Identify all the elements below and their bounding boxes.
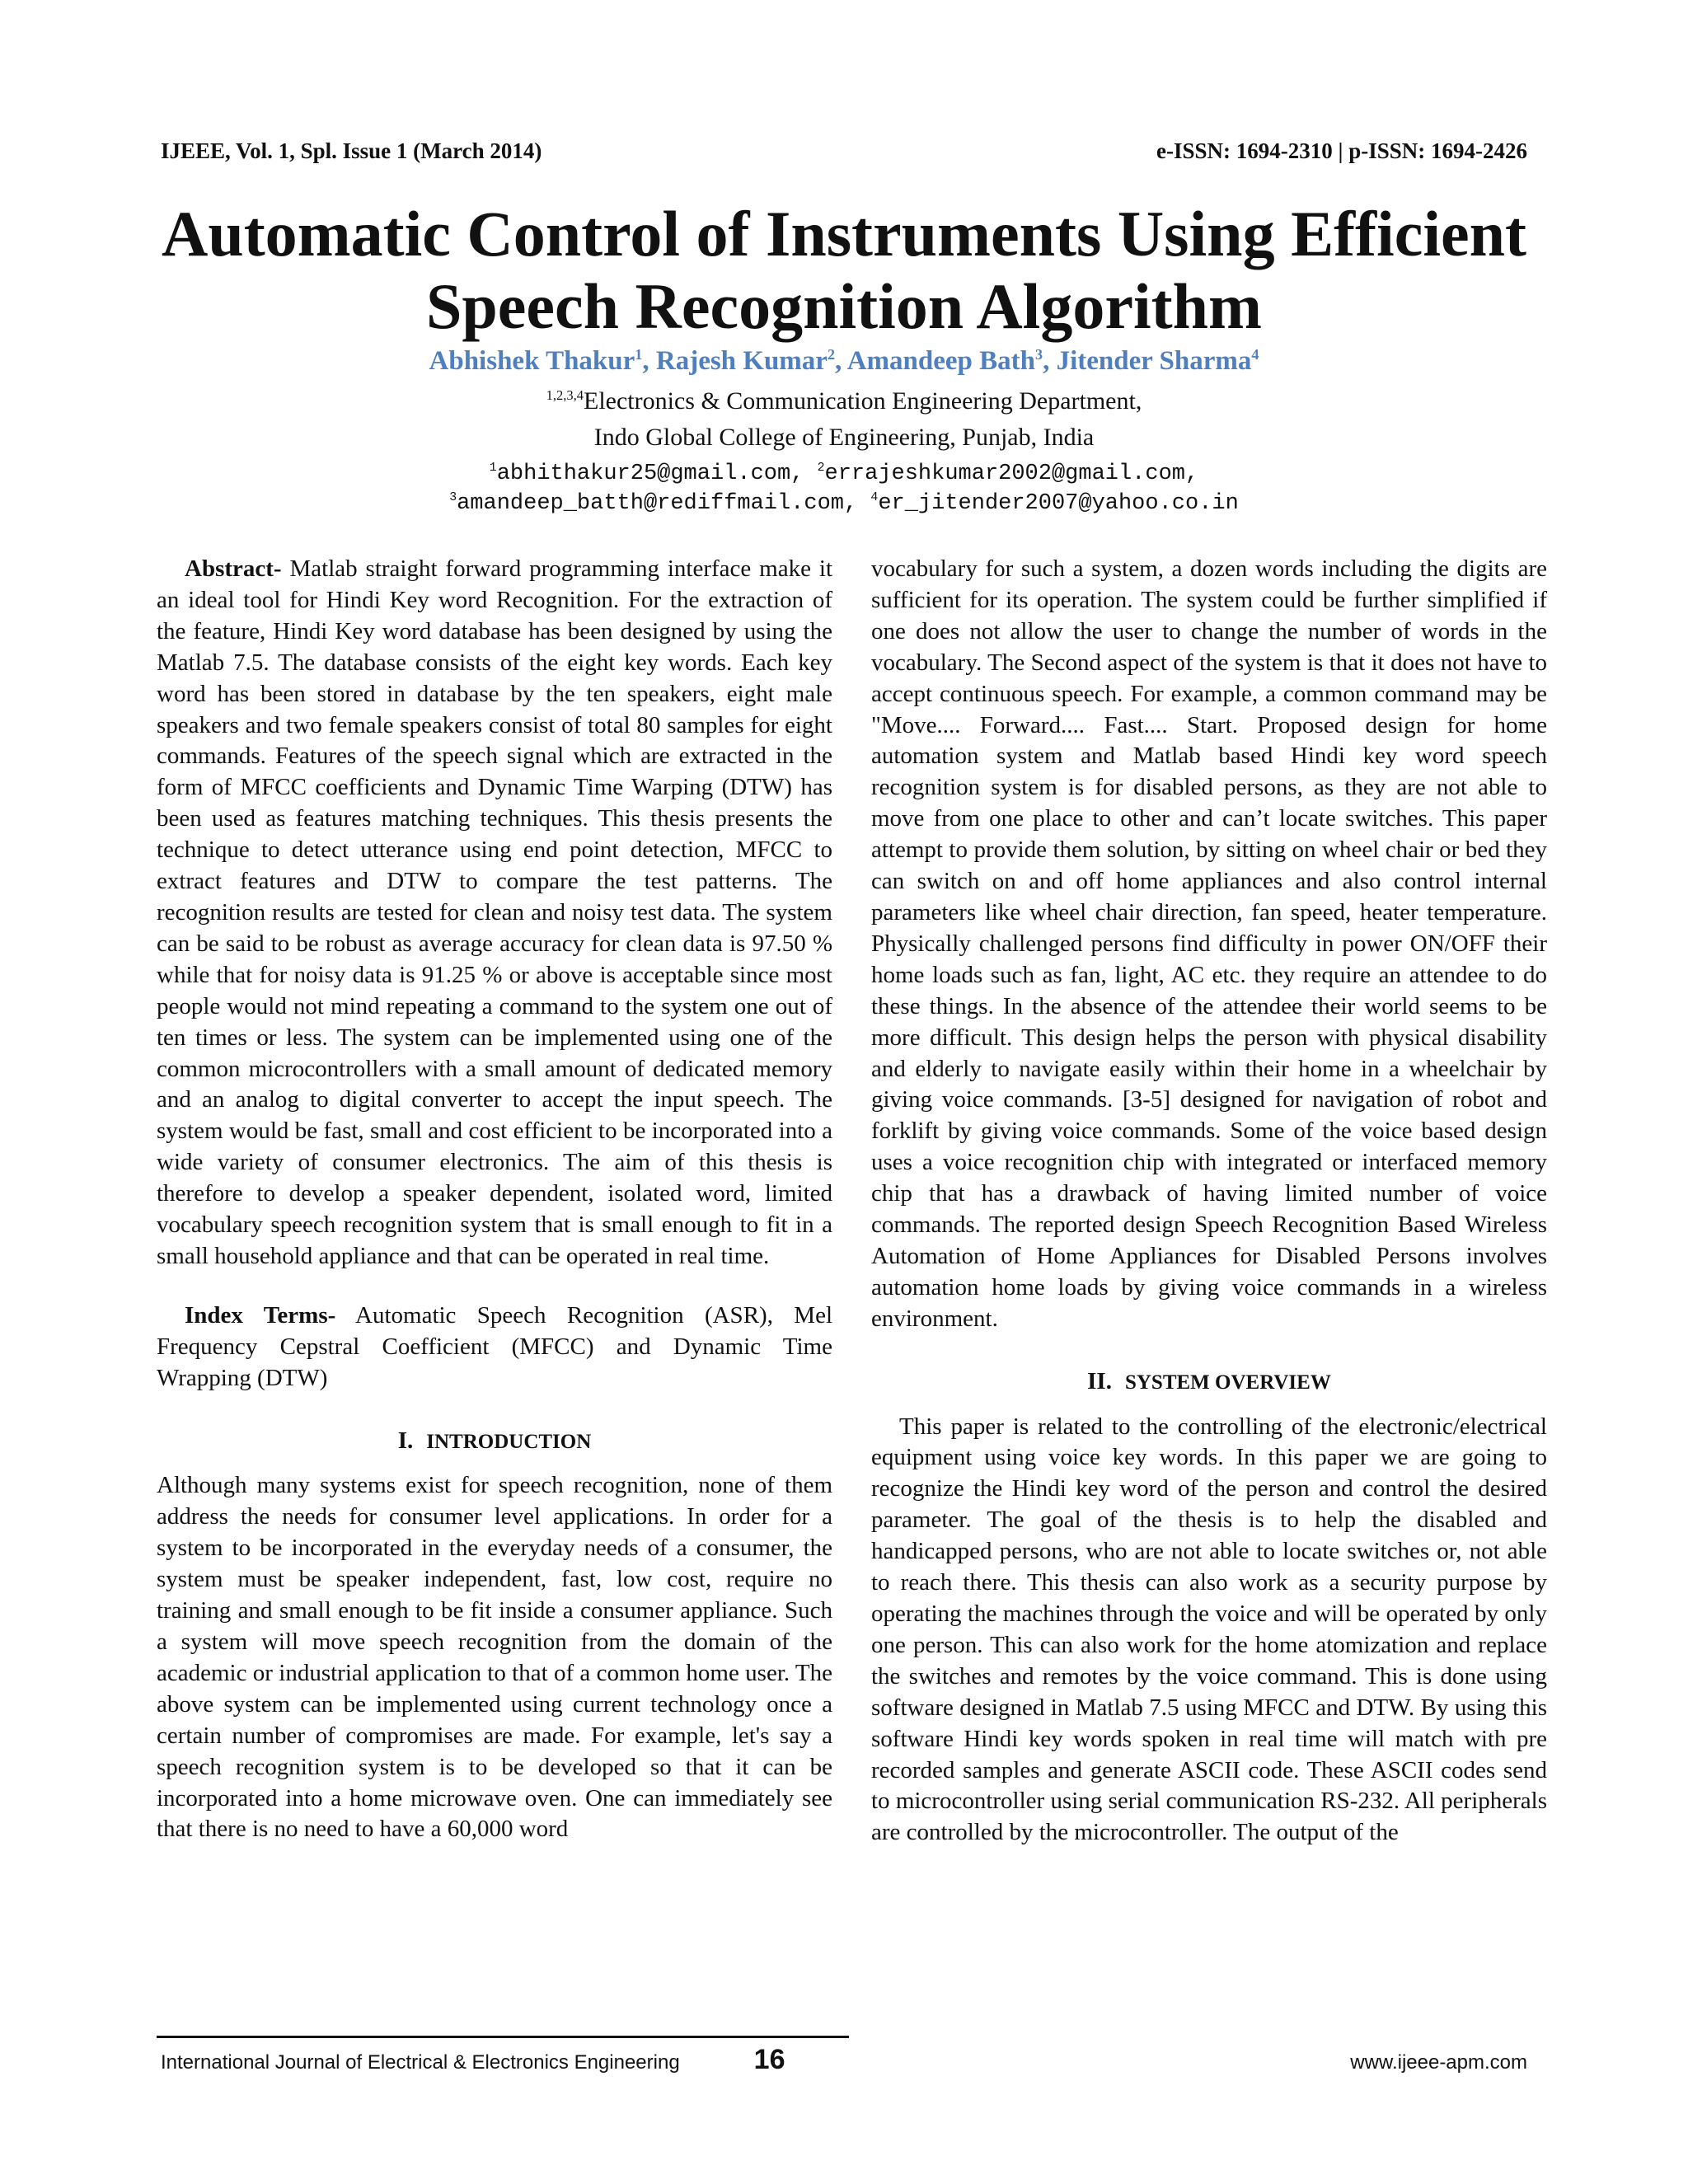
author-name: Amandeep Bath	[846, 346, 1035, 376]
section-title: SYSTEM OVERVIEW	[1124, 1371, 1331, 1394]
footer-journal: International Journal of Electrical & Electronics Engineering	[161, 2051, 680, 2074]
author-list: Abhishek Thakur$^1$, Rajesh Kumar$^2$, Amandeep Bath$^3$, Jitender Sharma$^4$	[429, 346, 1259, 376]
author-name: Rajesh Kumar	[655, 346, 828, 376]
author-sup: 4	[1251, 346, 1259, 363]
abstract	[157, 554, 832, 1272]
email-sup: 3	[449, 491, 457, 504]
issn: e-ISSN: 1694-2310 | p-ISSN: 1694-2426	[1156, 138, 1527, 163]
page-number: 16	[753, 2044, 785, 2075]
right-column	[871, 554, 1547, 1849]
email-sup: 2	[817, 462, 825, 475]
footer-website: www.ijeee-apm.com	[1350, 2051, 1527, 2074]
footer-rule	[157, 2036, 849, 2038]
title-line-2: Speech Recognition Algorithm	[426, 270, 1262, 342]
email-address: abhithakur25@gmail.com,	[496, 462, 804, 486]
author-name: Jitender Sharma	[1056, 346, 1252, 376]
paper-title	[124, 198, 1564, 343]
introduction-text: Although many systems exist for speech recognition, none of them address the needs for consumer level applications. In order for a system to be incorporated in the everyday needs of a consumer, the system must be speaker independent, fast, low cost, require no training and small enough to be fit inside a consumer appliance. Such a system will move speech recognition from the domain of the academic or industrial application to that of a common home user. The above system can be implemented using current technology once a certain number of compromises are made. For example, let's say a speech recognition system is to be developed so that it can be incorporated into a home microwave oven. One can immediately see that there is no need to have a 60,000 word	[157, 1472, 832, 1843]
email-address: amandeep_batth@rediffmail.com,	[457, 491, 858, 516]
email-line-2	[124, 491, 1564, 516]
abstract-label: Abstract-	[185, 555, 282, 582]
affiliation-line-1	[124, 387, 1564, 415]
section-number: II.	[1087, 1367, 1112, 1394]
introduction-continuation: vocabulary for such a system, a dozen words including the digits are sufficient for its operation. The system could be further simplified if one does not allow the user to change the number of words in the vocabulary. The Second aspect of the system is that it does not have to accept continuous speech. For example, a common command may be "Move.... Forward.... Fast.... Start. Proposed design for home automation system and Matlab based Hindi key word speech recognition system is for disabled persons, as they are not able to move from one place to other and can’t locate switches. This paper attempt to provide them solution, by sitting on wheel chair or bed they can switch on and off home appliances and also control internal parameters like wheel chair direction, fan speed, heater temperature. Physically challenged persons find difficulty in power ON/OFF their home loads such as fan, light, AC etc. they require an attendee to do these things. In the absence of the attendee their world seems to be more difficult. This design helps the person with physical disability and elderly to navigate easily within their home in a wheelchair by giving voice commands. [3-5] designed for navigation of robot and forklift by giving voice commands. Some of the voice based design uses a voice recognition chip with integrated or interfaced memory chip that has a drawback of having limited number of voice commands. The reported design Speech Recognition Based Wireless Automation of Home Appliances for Disabled Persons involves automation home loads by giving voice commands in a wireless environment.	[871, 555, 1547, 1332]
system-overview-text: This paper is related to the controlling of the electronic/electrical equipment using voice key words. In this paper we are going to recognize the Hindi key word of the person and control the desired parameter. The goal of the thesis is to help the disabled and handicapped persons, who are not able to locate switches or, not able to reach there. This thesis can also work as a security purpose by operating the machines through the voice and will be operated by only one person. This can also work for the home atomization and replace the switches and remotes by the voice command. This is done using software designed in Matlab 7.5 using MFCC and DTW. By using this software Hindi key words spoken in real time will match with pre recorded samples and generate ASCII code. These ASCII codes send to microcontroller using serial communication RS-232. All peripherals are controlled by the microcontroller. The output of the	[871, 1413, 1547, 1846]
author-sup: 1	[635, 346, 643, 363]
index-terms	[157, 1301, 832, 1394]
email-address: er_jitender2007@yahoo.co.in	[878, 491, 1239, 516]
author-sup: 2	[827, 346, 836, 363]
email-sup: 4	[870, 491, 879, 504]
title-line-1: Automatic Control of Instruments Using Efficient	[162, 198, 1526, 269]
running-header	[161, 138, 1527, 164]
email-address: errajeshkumar2002@gmail.com,	[824, 462, 1199, 486]
author-name: Abhishek Thakur	[429, 346, 635, 376]
journal-issue: IJEEE, Vol. 1, Spl. Issue 1 (March 2014)	[161, 138, 542, 163]
left-column	[157, 554, 832, 1845]
affiliation-department: Electronics & Communication Engineering Department,	[584, 387, 1142, 415]
affiliation-sup: 1,2,3,4	[546, 387, 584, 403]
section-title: INTRODUCTION	[426, 1430, 592, 1453]
email-line-1	[124, 462, 1564, 486]
section-number: I.	[397, 1427, 414, 1454]
author-sup: 3	[1035, 346, 1043, 363]
affiliation-line-2: Indo Global College of Engineering, Punjab, India	[593, 424, 1095, 451]
index-terms-text: Automatic Speech Recognition (ASR), Mel Frequency Cepstral Coefficient (MFCC) and Dynamic Time Wrapping (DTW)	[157, 1301, 832, 1391]
index-terms-label: Index Terms-	[185, 1301, 336, 1329]
section-heading-system-overview	[871, 1366, 1547, 1399]
section-heading-introduction	[157, 1426, 832, 1458]
page-footer	[161, 2044, 1527, 2076]
email-sup: 1	[489, 462, 497, 475]
abstract-text: Matlab straight forward programming interface make it an ideal tool for Hindi Key word Recognition. For the extraction of the feature, Hindi Key word database has been designed by using the Matlab 7.5. The database consists of the eight key words. Each key word has been stored in database by the ten speakers, eight male speakers and two female speakers consist of total 80 samples for eight commands. Features of the speech signal which are extracted in the form of MFCC coefficients and Dynamic Time Warping (DTW) has been used as features matching techniques. This thesis presents the technique to detect utterance using end point detection, MFCC to extract features and DTW to compare the test patterns. The recognition results are tested for clean and noisy test data. The system can be said to be robust as average accuracy for clean data is 97.50 % while that for noisy data is 91.25 % or above is acceptable since most people would not mind repeating a command to the system one out of ten times or less. The system can be implemented using one of the common microcontrollers with a small amount of dedicated memory and an analog to digital converter to accept the input speech. The system would be fast, small and cost efficient to be incorporated into a wide variety of consumer electronics. The aim of this thesis is therefore to develop a speaker dependent, isolated word, limited vocabulary speech recognition system that is small enough to fit in a small household appliance and that can be operated in real time.	[157, 555, 832, 1269]
